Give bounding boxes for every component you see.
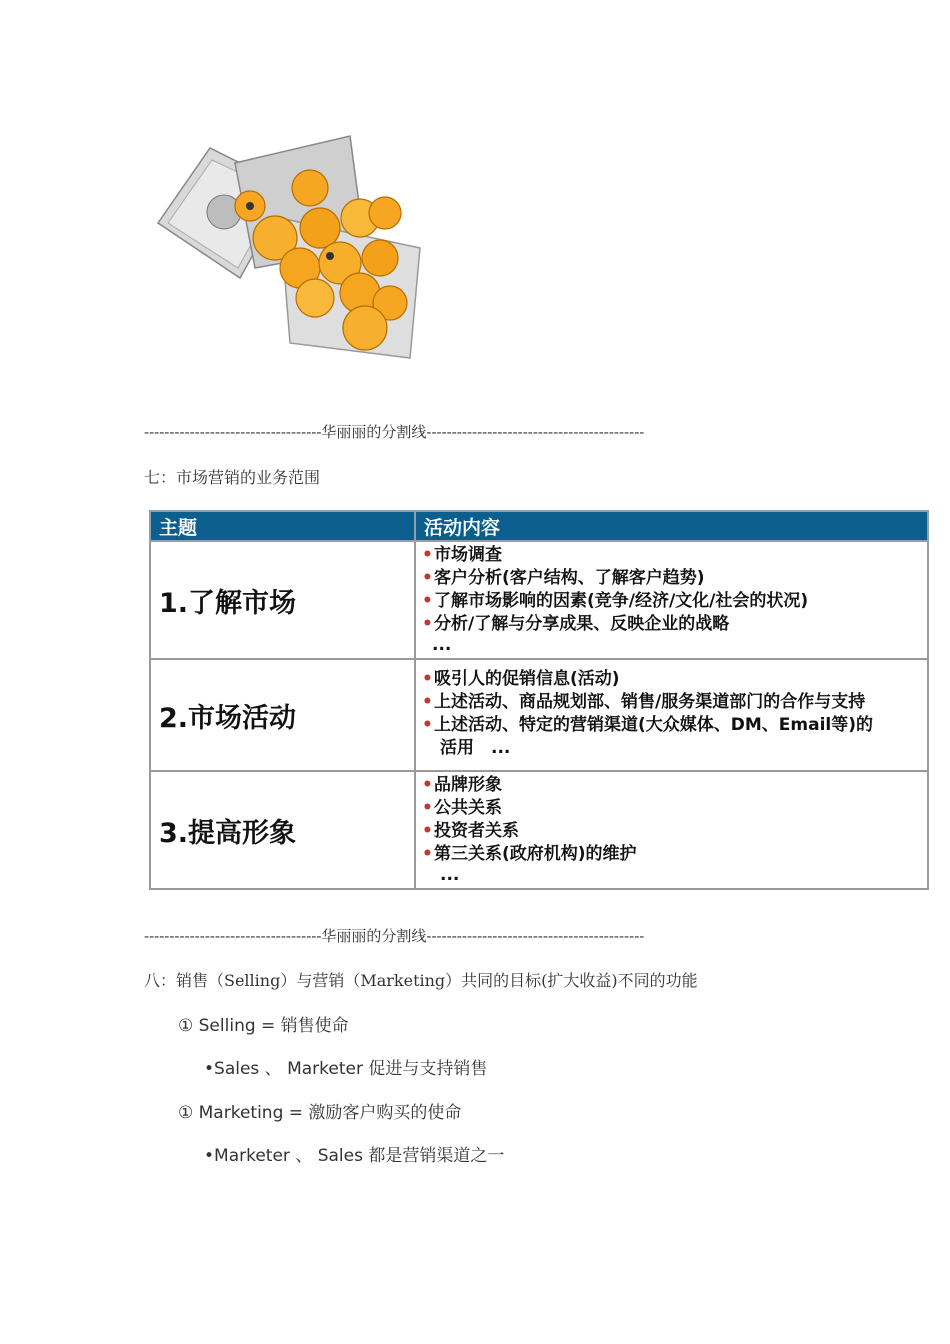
section-7-heading: 七：市场营销的业务范围	[144, 468, 321, 487]
list-item: • 市场调查	[422, 544, 923, 567]
table-row	[150, 659, 928, 771]
list-item: • 客户分析(客户结构、了解客户趋势)	[422, 567, 923, 590]
marketing-scope-table	[149, 510, 929, 890]
list-item: • 了解市场影响的因素(竞争/经济/文化/社会的状况)	[422, 590, 923, 613]
activities-cell	[415, 771, 928, 889]
topic-cell: 3.提高形象	[150, 771, 415, 889]
activities-cell	[415, 541, 928, 659]
selling-detail: •Sales 、 Marketer 促进与支持销售	[204, 1059, 488, 1079]
table-header-row	[150, 511, 928, 541]
activities-cell	[415, 659, 928, 771]
divider-line: -----------------------------------华丽丽的分割线-------------------------------------------	[144, 423, 645, 441]
marketing-definition: ① Marketing = 激励客户购买的使命	[178, 1103, 462, 1123]
list-item: • 分析/了解与分享成果、反映企业的战略	[422, 613, 923, 636]
divider-line: -----------------------------------华丽丽的分割线-------------------------------------------	[144, 927, 645, 945]
list-item: • 第三关系(政府机构)的维护	[422, 843, 923, 866]
money-illustration	[140, 128, 440, 373]
list-ellipsis: ...	[440, 865, 460, 885]
selling-definition: ① Selling = 销售使命	[178, 1016, 349, 1036]
list-item: • 投资者关系	[422, 820, 923, 843]
list-item: • 吸引人的促销信息(活动)	[422, 668, 923, 691]
list-ellipsis: ...	[432, 635, 452, 655]
section-8-heading: 八：销售（Selling）与营销（Marketing）共同的目标(扩大收益)不同的功能	[144, 971, 698, 990]
table-row	[150, 541, 928, 659]
topic-cell: 1.了解市场	[150, 541, 415, 659]
list-item: • 公共关系	[422, 797, 923, 820]
header-topic: 主题	[150, 511, 415, 541]
marketing-detail: •Marketer 、 Sales 都是营销渠道之一	[204, 1146, 505, 1166]
header-activities: 活动内容	[415, 511, 928, 541]
list-item-continuation: 活用 ...	[440, 738, 511, 758]
list-item: • 上述活动、特定的营销渠道(大众媒体、DM、Email等)的	[422, 714, 923, 737]
list-item: • 上述活动、商品规划部、销售/服务渠道部门的合作与支持	[422, 691, 923, 714]
topic-cell: 2.市场活动	[150, 659, 415, 771]
list-item: • 品牌形象	[422, 774, 923, 797]
table-row	[150, 771, 928, 889]
